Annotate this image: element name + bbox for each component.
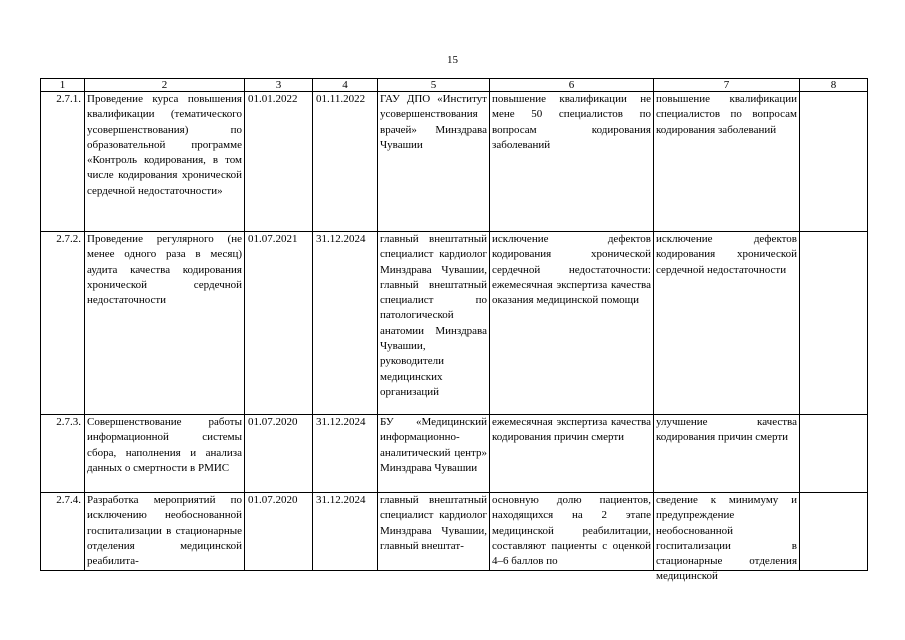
table-row [41,415,868,493]
responsible-cell: БУ «Медицинский информационно-аналитический центр» Минздрава Чувашии [378,415,490,493]
start-date-cell: 01.07.2020 [245,415,313,493]
activity-cell: Проведение регулярного (не менее одного раза в месяц) аудита качества кодирования хронической сердечной недостаточности [85,232,245,415]
result-cell: исключение дефектов кодирования хронической сердечной недостаточности: ежемесячная экспертиза качества оказания медицинской помощи [490,232,654,415]
result-cell: ежемесячная экспертиза качества кодирования причин смерти [490,415,654,493]
start-date-cell: 01.01.2022 [245,92,313,232]
end-date-cell: 31.12.2024 [313,232,378,415]
note-cell [800,92,868,232]
result-cell: повышение квалификации не мене 50 специалистов по вопросам кодирования заболеваний [490,92,654,232]
table-row [41,493,868,571]
responsible-cell: главный внештатный специалист кардиолог Минздрава Чувашии, главный внештатный специалист по патологической анатомии Минздрава Чувашии, руководители медицинских организаций [378,232,490,415]
result-text: основную долю пациентов, находящихся на 2 этапе медицинской реабилитации, составляют пациенты с оценкой 4–6 баллов по [492,494,651,568]
end-date-cell: 31.12.2024 [313,415,378,493]
activity-cell: Проведение курса повышения квалификации (тематического усовершенствования) по образовательной программе «Контроль кодирования, в том числе кодирования хронической сердечной недостаточности» [85,92,245,232]
responsible-cell: ГАУ ДПО «Институт усовершенствования врачей» Минздрава Чувашии [378,92,490,232]
responsible-text: главный внештатный специалист кардиолог Минздрава Чувашии, главный внештат- [380,494,487,552]
start-date-cell: 01.07.2021 [245,232,313,415]
activity-cell [85,493,245,571]
end-date-cell: 31.12.2024 [313,493,378,571]
row-number: 2.7.4. [41,493,85,571]
row-number: 2.7.2. [41,232,85,415]
activity-cell: Совершенствование работы информационной системы сбора, наполнения и анализа данных о смертности в РМИС [85,415,245,493]
indicator-text: сведение к минимуму и предупреждение необоснованной госпитализации в стационарные отделения медицинской [656,494,797,583]
col-header: 2 [85,79,245,92]
start-date-cell: 01.07.2020 [245,493,313,571]
responsible-cell [378,493,490,571]
plan-table [40,78,868,583]
col-header: 3 [245,79,313,92]
row-number: 2.7.1. [41,92,85,232]
col-header: 6 [490,79,654,92]
col-header: 7 [654,79,800,92]
table-row [41,232,868,415]
col-header: 5 [378,79,490,92]
indicator-cell: повышение квалификации специалистов по вопросам кодирования заболеваний [654,92,800,232]
note-cell [800,493,868,571]
indicator-cell: исключение дефектов кодирования хронической сердечной недостаточности [654,232,800,415]
note-cell [800,415,868,493]
result-cell [490,493,654,571]
col-header: 8 [800,79,868,92]
row-number: 2.7.3. [41,415,85,493]
indicator-cell: улучшение качества кодирования причин смерти [654,415,800,493]
col-header: 4 [313,79,378,92]
table-row [41,92,868,232]
col-header: 1 [41,79,85,92]
header-row [41,79,868,92]
note-cell [800,232,868,415]
activity-text: Разработка мероприятий по исключению необоснованной госпитализации в стационарные отделения медицинской реабилита- [87,494,242,568]
end-date-cell: 01.11.2022 [313,92,378,232]
indicator-cell [654,493,800,583]
page-number: 15 [447,54,458,66]
